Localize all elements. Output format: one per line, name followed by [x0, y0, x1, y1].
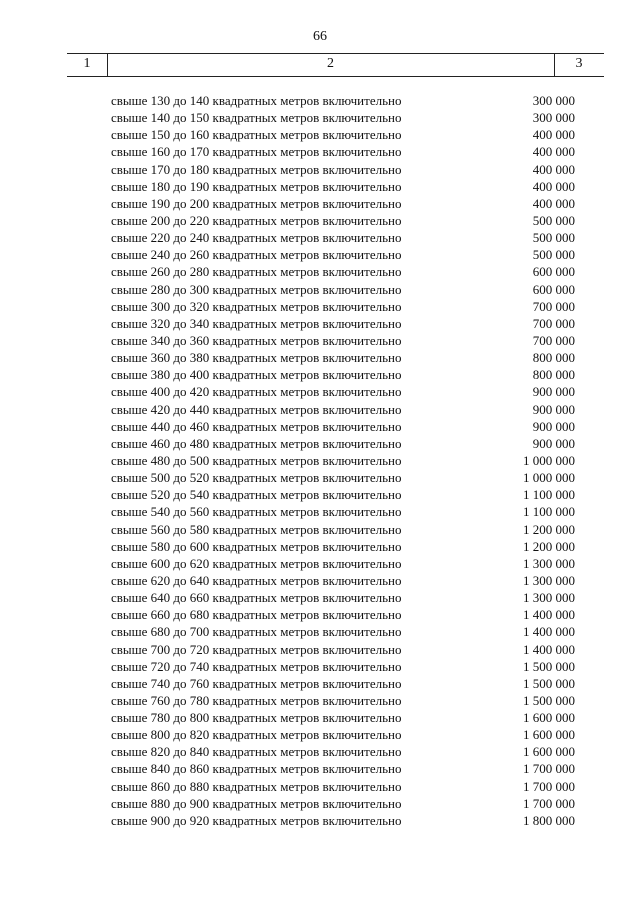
row-description: свыше 400 до 420 квадратных метров включительно [111, 384, 402, 400]
row-amount: 900 000 [532, 435, 575, 451]
table-row [0, 401, 640, 418]
row-amount: 800 000 [532, 367, 575, 383]
row-amount: 500 000 [532, 247, 575, 263]
table-row [0, 658, 640, 675]
row-description: свыше 720 до 740 квадратных метров включительно [111, 658, 402, 674]
row-description: свыше 150 до 160 квадратных метров включительно [111, 127, 402, 143]
row-amount: 700 000 [532, 298, 575, 314]
table-row [0, 572, 640, 589]
row-description: свыше 300 до 320 квадратных метров включительно [111, 298, 402, 314]
table-row [0, 623, 640, 640]
row-amount: 1 500 000 [523, 675, 575, 691]
row-description: свыше 680 до 700 квадратных метров включительно [111, 624, 402, 640]
table-row [0, 229, 640, 246]
row-description: свыше 200 до 220 квадратных метров включительно [111, 212, 402, 228]
row-description: свыше 160 до 170 квадратных метров включительно [111, 144, 402, 160]
table-row [0, 349, 640, 366]
table-row [0, 692, 640, 709]
row-amount: 1 600 000 [523, 744, 575, 760]
header-col-1: 1 [83, 56, 91, 71]
page-number: 66 [313, 29, 327, 44]
row-description: свыше 880 до 900 квадратных метров включительно [111, 795, 402, 811]
row-description: свыше 520 до 540 квадратных метров включительно [111, 487, 402, 503]
table-row [0, 469, 640, 486]
table-row [0, 726, 640, 743]
row-amount: 400 000 [532, 195, 575, 211]
row-amount: 400 000 [532, 161, 575, 177]
table-header [67, 53, 604, 77]
row-description: свыше 560 до 580 квадратных метров включительно [111, 521, 402, 537]
row-description: свыше 700 до 720 квадратных метров включительно [111, 641, 402, 657]
row-description: свыше 340 до 360 квадратных метров включительно [111, 332, 402, 348]
table-row [0, 589, 640, 606]
row-amount: 1 700 000 [523, 761, 575, 777]
row-description: свыше 180 до 190 квадратных метров включительно [111, 178, 402, 194]
row-description: свыше 170 до 180 квадратных метров включительно [111, 161, 402, 177]
table-row [0, 195, 640, 212]
table-row [0, 143, 640, 160]
row-amount: 900 000 [532, 418, 575, 434]
row-amount: 300 000 [532, 93, 575, 108]
row-amount: 1 000 000 [523, 470, 575, 486]
table-row [0, 366, 640, 383]
table-row [0, 675, 640, 692]
table-row [0, 743, 640, 760]
row-description: свыше 240 до 260 квадратных метров включительно [111, 247, 402, 263]
row-description: свыше 840 до 860 квадратных метров включительно [111, 761, 402, 777]
table-row [0, 315, 640, 332]
row-description: свыше 360 до 380 квадратных метров включительно [111, 350, 402, 366]
row-description: свыше 220 до 240 квадратных метров включительно [111, 230, 402, 246]
table-row [0, 246, 640, 263]
row-amount: 1 700 000 [523, 795, 575, 811]
table-row [0, 812, 640, 829]
row-description: свыше 190 до 200 квадратных метров включительно [111, 195, 402, 211]
row-description: свыше 900 до 920 квадратных метров включительно [111, 812, 402, 828]
row-amount: 1 500 000 [523, 658, 575, 674]
row-amount: 1 100 000 [523, 487, 575, 503]
row-description: свыше 540 до 560 квадратных метров включительно [111, 504, 402, 520]
row-description: свыше 460 до 480 квадратных метров включительно [111, 435, 402, 451]
row-description: свыше 420 до 440 квадратных метров включительно [111, 401, 402, 417]
row-amount: 1 200 000 [523, 538, 575, 554]
table-row [0, 92, 640, 109]
row-description: свыше 620 до 640 квадратных метров включительно [111, 572, 402, 588]
row-amount: 300 000 [532, 110, 575, 126]
row-amount: 600 000 [532, 281, 575, 297]
row-amount: 1 100 000 [523, 504, 575, 520]
table-row [0, 298, 640, 315]
row-description: свыше 580 до 600 квадратных метров включительно [111, 538, 402, 554]
row-amount: 1 600 000 [523, 727, 575, 743]
table-row [0, 778, 640, 795]
table-row [0, 212, 640, 229]
row-amount: 700 000 [532, 332, 575, 348]
row-description: свыше 760 до 780 квадратных метров включительно [111, 692, 402, 708]
row-amount: 400 000 [532, 178, 575, 194]
row-description: свыше 800 до 820 квадратных метров включительно [111, 727, 402, 743]
table-row [0, 178, 640, 195]
table-row [0, 281, 640, 298]
row-description: свыше 280 до 300 квадратных метров включительно [111, 281, 402, 297]
row-amount: 1 200 000 [523, 521, 575, 537]
table-row [0, 126, 640, 143]
table-row [0, 109, 640, 126]
row-description: свыше 380 до 400 квадратных метров включительно [111, 367, 402, 383]
row-amount: 1 700 000 [523, 778, 575, 794]
table-row [0, 418, 640, 435]
row-amount: 600 000 [532, 264, 575, 280]
row-description: свыше 660 до 680 квадратных метров включительно [111, 607, 402, 623]
row-description: свыше 320 до 340 квадратных метров включительно [111, 315, 402, 331]
row-description: свыше 860 до 880 квадратных метров включительно [111, 778, 402, 794]
row-amount: 1 300 000 [523, 572, 575, 588]
row-amount: 900 000 [532, 384, 575, 400]
header-col-3: 3 [575, 56, 583, 71]
row-amount: 1 500 000 [523, 692, 575, 708]
table-row [0, 263, 640, 280]
table-body [0, 92, 640, 829]
row-amount: 800 000 [532, 350, 575, 366]
table-row [0, 641, 640, 658]
table-row [0, 435, 640, 452]
table-row [0, 538, 640, 555]
row-amount: 1 600 000 [523, 710, 575, 726]
table-row [0, 709, 640, 726]
row-amount: 500 000 [532, 212, 575, 228]
row-amount: 400 000 [532, 144, 575, 160]
row-description: свыше 740 до 760 квадратных метров включительно [111, 675, 402, 691]
table-row [0, 383, 640, 400]
table-row [0, 486, 640, 503]
row-description: свыше 260 до 280 квадратных метров включительно [111, 264, 402, 280]
table-row [0, 332, 640, 349]
table-row [0, 795, 640, 812]
row-description: свыше 480 до 500 квадратных метров включительно [111, 452, 402, 468]
row-description: свыше 440 до 460 квадратных метров включительно [111, 418, 402, 434]
row-amount: 500 000 [532, 230, 575, 246]
row-amount: 1 000 000 [523, 452, 575, 468]
row-amount: 1 800 000 [523, 812, 575, 828]
table-row [0, 760, 640, 777]
row-description: свыше 780 до 800 квадратных метров включительно [111, 710, 402, 726]
table-row [0, 161, 640, 178]
row-amount: 1 400 000 [523, 641, 575, 657]
row-amount: 1 400 000 [523, 624, 575, 640]
row-description: свыше 600 до 620 квадратных метров включительно [111, 555, 402, 571]
row-amount: 1 300 000 [523, 590, 575, 606]
row-description: свыше 140 до 150 квадратных метров включительно [111, 110, 402, 126]
header-col-2: 2 [327, 56, 334, 71]
row-description: свыше 500 до 520 квадратных метров включительно [111, 470, 402, 486]
table-row [0, 503, 640, 520]
row-amount: 1 300 000 [523, 555, 575, 571]
row-amount: 900 000 [532, 401, 575, 417]
table-row [0, 555, 640, 572]
row-description: свыше 640 до 660 квадратных метров включительно [111, 590, 402, 606]
row-amount: 400 000 [532, 127, 575, 143]
row-amount: 700 000 [532, 315, 575, 331]
table-row [0, 521, 640, 538]
table-row [0, 606, 640, 623]
row-description: свыше 820 до 840 квадратных метров включительно [111, 744, 402, 760]
row-description: свыше 130 до 140 квадратных метров включительно [111, 93, 402, 108]
row-amount: 1 400 000 [523, 607, 575, 623]
table-row [0, 452, 640, 469]
